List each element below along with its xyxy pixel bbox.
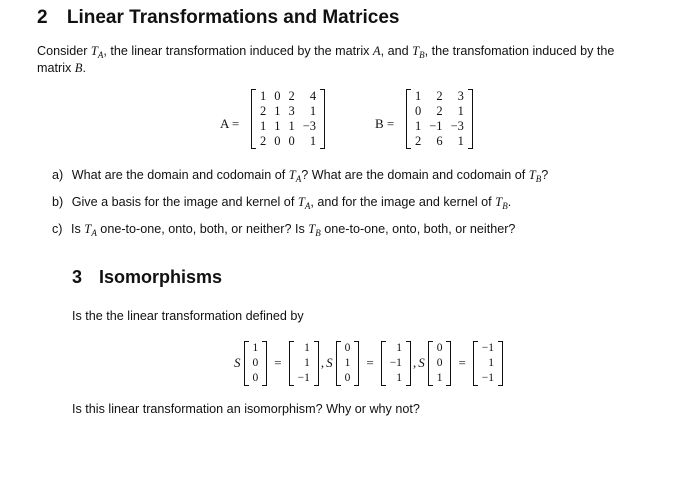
vector-in-3: 0 0 1 bbox=[428, 341, 452, 386]
matrix-a-label: A = bbox=[220, 116, 240, 131]
vector-equations: S 1 0 0 = 1 1 −1 , S 0 1 0 = 1 −1 1 , S 0 0 1 = −1 1 −1 bbox=[234, 338, 503, 388]
vector-in-1: 1 0 0 bbox=[244, 341, 268, 386]
vector-out-1: 1 1 −1 bbox=[289, 341, 319, 386]
section-3-number: 3 bbox=[72, 267, 83, 287]
question-b: b) Give a basis for the image and kernel of $T_A$, and for the image and kernel of $T_B$. bbox=[52, 195, 512, 211]
vector-out-2: 1 −1 1 bbox=[381, 341, 411, 386]
vector-out-3: −1 1 −1 bbox=[473, 341, 503, 386]
matrix-a-table: 1 0 2 4 2 1 3 1 1 1 1 −3 2 0 0 1 bbox=[260, 89, 317, 148]
section-3-title: Isomorphisms bbox=[99, 267, 223, 287]
section-3-heading bbox=[72, 267, 222, 288]
section-2-intro-line-2: matrix B. bbox=[37, 61, 86, 75]
section-3-prompt: Is the the linear transformation defined by bbox=[72, 309, 304, 323]
section-2-title: Linear Transformations and Matrices bbox=[66, 7, 400, 28]
question-c: c) Is $T_A$ one-to-one, onto, both, or neither? Is $T_B$ one-to-one, onto, both, or neither? bbox=[52, 222, 516, 238]
question-a: a) What are the domain and codomain of $T_A$? What are the domain and codomain of $T_B$? bbox=[52, 168, 549, 184]
matrix-b-table: 1 2 3 0 2 1 1 −1 −3 2 6 1 bbox=[415, 89, 464, 148]
matrix-b bbox=[406, 89, 473, 149]
matrix-a bbox=[251, 89, 325, 149]
matrix-b-label: B = bbox=[375, 116, 395, 131]
vector-in-2: 0 1 0 bbox=[336, 341, 360, 386]
section-2-heading bbox=[37, 7, 399, 29]
section-2-intro-line-1: Consider $T_A$, the linear transformation induced by the matrix A, and $T_B$, the transfomation induced by the bbox=[37, 44, 615, 60]
section-2-number: 2 bbox=[37, 7, 48, 28]
section-3-question: Is this linear transformation an isomorphism? Why or why not? bbox=[72, 402, 420, 416]
